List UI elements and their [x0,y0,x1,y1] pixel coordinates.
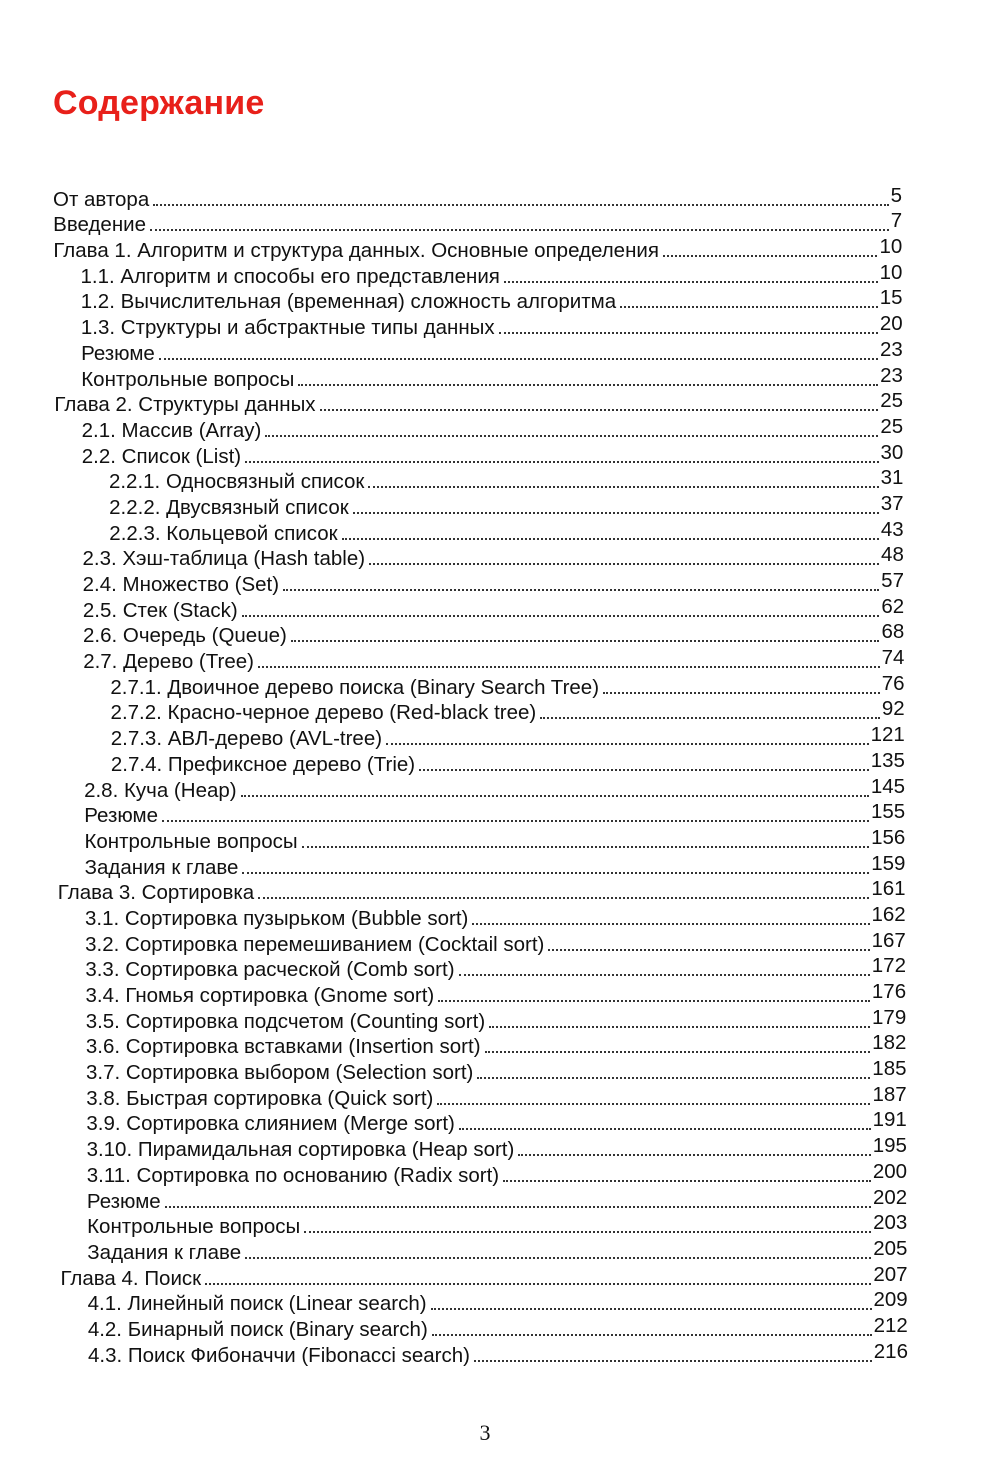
toc-entry-label: 2.2. Список (List) [81,444,242,468]
toc-entry-label: 4.3. Поиск Фибоначчи (Fibonacci search) [88,1343,470,1367]
toc-leader-dots [603,691,880,694]
toc-entry-page: 7 [890,209,903,233]
toc-leader-dots [302,845,870,848]
toc-entry-page: 162 [871,902,906,926]
toc-entry-label: 2.2.2. Двусвязный список [109,495,349,519]
toc-entry [53,237,902,263]
toc-entry-page: 62 [881,594,905,618]
toc-entry [87,1136,907,1162]
toc-entry [81,440,904,469]
toc-entry-page: 15 [879,286,903,310]
toc-entry [85,1031,907,1060]
toc-leader-dots [472,922,869,925]
toc-entry-label: 3.5. Сортировка подсчетом (Counting sort) [85,1009,486,1033]
toc-entry-page: 57 [881,569,904,592]
toc-entry [86,1082,907,1111]
toc-entry-label: 1.3. Структуры и абстрактные типы данных [80,316,495,340]
toc-entry [86,982,907,1008]
toc-leader-dots [205,1282,871,1285]
toc-leader-dots [165,1205,871,1208]
toc-entry [80,260,903,289]
toc-entry-page: 176 [871,980,907,1003]
toc-entry-label: Резюме [84,804,159,828]
toc-entry-label: 2.7.1. Двоичное дерево поиска (Binary Search Tree) [110,675,600,699]
toc-leader-dots [241,794,869,797]
toc-entry [87,1236,908,1265]
toc-entry [84,902,906,931]
toc-entry-label: 3.9. Сортировка слиянием (Merge sort) [86,1112,455,1136]
toc-entry-page: 23 [879,337,903,361]
toc-entry-label: Резюме [86,1189,161,1213]
page-number: 3 [479,1420,491,1445]
toc-entry-label: 4.1. Линейный поиск (Linear search) [87,1292,427,1316]
toc-entry-label: 3.3. Сортировка расческой (Comb sort) [85,958,455,982]
toc-leader-dots [518,1153,870,1156]
toc-leader-dots [548,948,869,951]
toc-entry-page: 191 [872,1108,907,1132]
toc-entry-label: 3.10. Пирамидальная сортировка (Heap sort) [86,1138,515,1162]
toc-entry-label: 2.7.4. Префиксное дерево (Trie) [110,752,416,776]
toc-entry [84,825,906,854]
toc-entry [86,1185,908,1214]
toc-entry-label: 2.8. Куча (Heap) [84,778,237,802]
toc-leader-dots [477,1076,870,1079]
toc-entry-page: 74 [881,646,905,670]
toc-entry [82,543,904,572]
toc-entry-page: 216 [873,1339,908,1363]
toc-entry-label: От автора [53,187,150,211]
toc-entry-page: 37 [880,491,904,515]
toc-leader-dots [489,1025,870,1028]
toc-entry-label: 2.7.2. Красно-черное дерево (Red-black tree) [110,701,537,725]
toc-leader-dots [499,331,878,334]
toc-entry-page: 25 [880,389,904,413]
toc-leader-dots [663,254,877,257]
toc-leader-dots [353,511,879,514]
toc-entry-page: 209 [873,1288,908,1312]
toc-entry-label: Задания к главе [84,855,239,879]
toc-entry-label: 2.2.1. Односвязный список [108,470,365,494]
toc-leader-dots [432,1333,872,1336]
toc-leader-dots [242,871,869,874]
toc-entry-page: 48 [881,543,904,567]
toc-entry-page: 161 [871,877,906,901]
toc-leader-dots [431,1307,872,1310]
toc-leader-dots [320,408,879,411]
toc-entry [81,314,903,340]
toc-entry-label: 2.7.3. АВЛ-дерево (AVL-tree) [110,727,383,751]
toc-leader-dots [242,614,880,617]
toc-entry [80,286,903,315]
toc-entry [81,414,904,443]
toc-entry-label: 2.7. Дерево (Tree) [83,650,254,674]
toc-entry-page: 43 [880,517,904,541]
toc-entry [87,1211,908,1240]
toc-entry [110,748,905,777]
toc-entry-label: 2.3. Хэш-таблица (Hash table) [82,547,366,571]
toc-entry [83,571,904,597]
toc-entry [83,648,904,674]
toc-entry [108,466,904,495]
toc-entry-page: 20 [879,312,903,336]
toc-entry [54,389,904,418]
toc-leader-dots [437,1102,870,1105]
toc-entry-page: 10 [879,260,903,284]
toc-entry [87,1288,908,1317]
toc-entry [110,697,905,726]
toc-entry-page: 25 [880,414,904,438]
toc-leader-dots [474,1359,872,1362]
toc-entry [110,671,905,700]
toc-leader-dots [540,716,880,719]
toc-leader-dots [258,896,869,899]
toc-entry-page: 92 [881,697,905,721]
toc-leader-dots [419,768,869,771]
toc-entry-page: 172 [871,954,906,978]
toc-leader-dots [304,1230,871,1233]
toc-entry [85,954,906,983]
toc-entry [53,183,902,212]
toc-entry [53,209,903,238]
toc-entry-page: 10 [879,235,903,259]
toc-entry [57,877,906,906]
toc-entry-label: 3.1. Сортировка пузырьком (Bubble sort) [84,906,469,930]
toc-entry-label: 2.5. Стек (Stack) [82,598,238,622]
toc-entry-page: 195 [872,1134,907,1158]
toc-entry [109,491,904,520]
toc-entry-label: Глава 4. Поиск [60,1266,202,1290]
toc-entry-label: Задания к главе [87,1240,242,1264]
toc-entry-page: 167 [871,928,906,952]
toc-leader-dots [438,999,870,1002]
toc-entry-label: 1.2. Вычислительная (временная) сложность алгоритма [80,290,617,314]
toc-leader-dots [153,203,888,206]
toc-entry-page: 212 [873,1313,908,1337]
toc-entry-page: 205 [873,1236,908,1260]
toc-entry-page: 182 [872,1031,907,1055]
toc-leader-dots [159,357,878,360]
toc-entry-label: Глава 2. Структуры данных [54,393,316,417]
toc-entry-page: 135 [870,748,905,772]
toc-entry [81,363,903,392]
toc-entry [109,517,904,546]
toc-entry [60,1262,908,1291]
toc-leader-dots [265,434,878,437]
toc-leader-dots [298,383,878,386]
toc-entry-label: Резюме [81,341,155,365]
toc-entry-label: 3.2. Сортировка перемешиванием (Cocktail sort) [85,932,545,956]
table-of-contents [0,183,1000,1368]
toc-entry [85,1005,907,1034]
toc-leader-dots [485,1050,871,1053]
toc-entry-page: 30 [880,440,904,464]
toc-entry-page: 76 [881,671,905,695]
toc-entry-label: 2.2.3. Кольцевой список [109,521,338,545]
toc-leader-dots [245,460,878,463]
toc-entry-label: 3.6. Сортировка вставками (Insertion sort) [85,1035,481,1059]
toc-entry [86,1159,908,1188]
toc-entry-page: 179 [872,1005,907,1029]
toc-entry-label: Контрольные вопросы [87,1215,301,1239]
toc-leader-dots [369,562,879,565]
toc-entry-page: 68 [881,620,905,644]
toc-entry-page: 185 [872,1057,907,1081]
toc-entry-page: 187 [872,1082,907,1106]
toc-leader-dots [291,639,880,642]
toc-entry-label: 3.7. Сортировка выбором (Selection sort) [86,1061,474,1085]
toc-entry-label: Контрольные вопросы [84,829,298,853]
toc-leader-dots [386,742,869,745]
toc-entry [84,851,906,880]
toc-entry-label: Введение [53,213,146,237]
toc-leader-dots [150,228,889,231]
toc-entry [84,774,906,803]
toc-leader-dots [503,1179,871,1182]
toc-entry-label: 3.4. Гномья сортировка (Gnome sort) [85,984,435,1007]
toc-entry-label: 2.1. Массив (Array) [81,418,262,442]
toc-entry-page: 207 [873,1262,908,1286]
toc-leader-dots [459,1127,871,1130]
toc-entry-label: Глава 1. Алгоритм и структура данных. Основные определения [53,239,659,263]
toc-entry-page: 145 [870,774,906,798]
toc-entry-label: Глава 3. Сортировка [57,881,255,905]
toc-entry [82,594,905,623]
toc-leader-dots [283,588,879,591]
toc-leader-dots [620,305,878,308]
toc-entry [86,1059,906,1085]
toc-entry-page: 203 [873,1211,908,1235]
toc-entry [88,1339,908,1368]
toc-entry-page: 121 [870,723,905,747]
toc-entry-page: 23 [880,363,903,387]
toc-leader-dots [258,665,880,668]
toc-entry-label: Контрольные вопросы [81,367,295,391]
toc-entry [85,928,906,957]
toc-entry-page: 31 [880,466,904,490]
toc-entry-page: 159 [871,851,906,875]
toc-entry-label: 3.8. Быстрая сортировка (Quick sort) [86,1086,434,1110]
toc-entry-label: 1.1. Алгоритм и способы его представления [80,264,500,288]
toc-leader-dots [342,537,879,540]
toc-entry-page: 5 [890,183,902,207]
toc-entry [87,1313,908,1342]
page-title: Содержание [53,84,265,122]
toc-entry-label: 3.11. Сортировка по основанию (Radix sort) [86,1163,500,1187]
toc-entry-label: 2.6. Очередь (Queue) [83,624,287,648]
toc-entry [81,337,903,366]
toc-leader-dots [162,819,869,822]
toc-entry [84,800,906,829]
toc-entry-page: 202 [872,1185,908,1209]
toc-leader-dots [459,973,870,976]
toc-entry-page: 155 [870,800,906,824]
toc-leader-dots [504,280,878,283]
toc-leader-dots [245,1256,871,1259]
toc-entry-label: 4.2. Бинарный поиск (Binary search) [87,1317,428,1341]
toc-entry [86,1108,907,1137]
toc-entry [83,620,905,649]
toc-leader-dots [368,485,878,488]
toc-entry [111,725,905,751]
toc-entry-label: 2.4. Множество (Set) [82,573,280,596]
toc-entry-page: 156 [871,825,906,849]
toc-entry-page: 200 [872,1159,908,1183]
